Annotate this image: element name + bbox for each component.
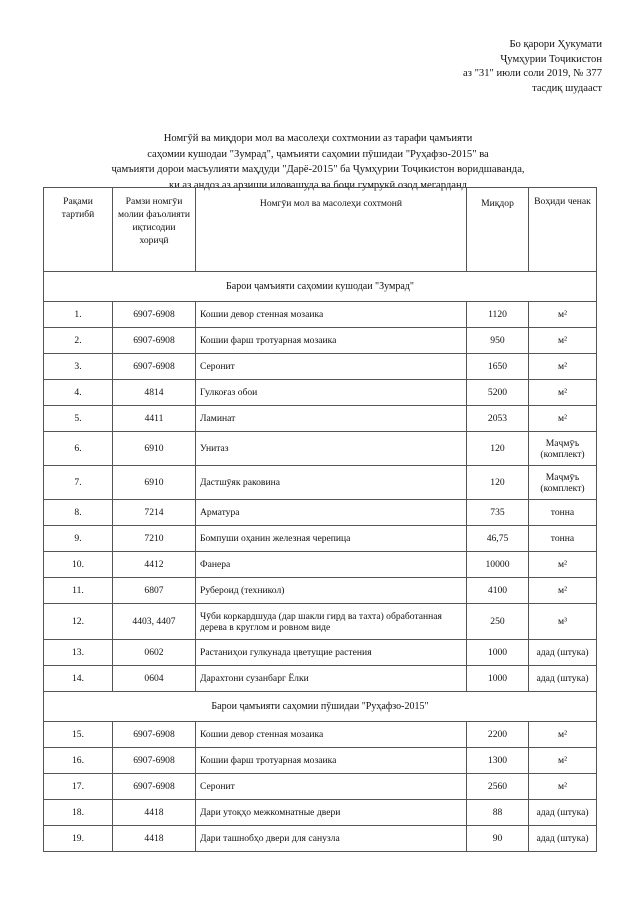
row-code: 4418	[113, 800, 196, 826]
row-name: Арматура	[196, 500, 467, 526]
title-line: ҷамъияти дорои масъулияти маҳдуди "Дарё-2015" ба Ҷумҳурии Тоҷикистон воридшаванда,	[111, 164, 525, 176]
row-quantity: 1120	[467, 302, 529, 328]
table-row	[44, 380, 597, 406]
section-row	[44, 272, 597, 302]
row-unit: м²	[529, 380, 597, 406]
row-name: Серонит	[196, 354, 467, 380]
row-unit: адад (штука)	[529, 640, 597, 666]
row-unit: тонна	[529, 526, 597, 552]
row-code: 6910	[113, 432, 196, 466]
row-name: Дастшӯяк раковина	[196, 466, 467, 500]
table-row	[44, 500, 597, 526]
row-quantity: 2053	[467, 406, 529, 432]
table-header-row	[44, 188, 597, 272]
table-row	[44, 578, 597, 604]
row-number: 12.	[44, 604, 113, 640]
row-code: 4412	[113, 552, 196, 578]
table-row	[44, 666, 597, 692]
row-unit: м²	[529, 354, 597, 380]
row-number: 13.	[44, 640, 113, 666]
table-body	[44, 272, 597, 852]
row-number: 18.	[44, 800, 113, 826]
table-row	[44, 722, 597, 748]
table-row	[44, 826, 597, 852]
row-name: Дари ташнобҳо двери для санузла	[196, 826, 467, 852]
table-row	[44, 640, 597, 666]
row-number: 5.	[44, 406, 113, 432]
row-unit: адад (штука)	[529, 800, 597, 826]
table-row	[44, 552, 597, 578]
header-number: Рақами тартибӣ	[44, 188, 113, 272]
goods-table	[43, 187, 597, 852]
row-name: Фанера	[196, 552, 467, 578]
section-row	[44, 692, 597, 722]
header-quantity: Миқдор	[467, 188, 529, 272]
row-unit: м²	[529, 578, 597, 604]
row-quantity: 2560	[467, 774, 529, 800]
row-quantity: 90	[467, 826, 529, 852]
row-quantity: 4100	[467, 578, 529, 604]
table-row	[44, 302, 597, 328]
row-quantity: 5200	[467, 380, 529, 406]
row-quantity: 2200	[467, 722, 529, 748]
row-code: 6907-6908	[113, 328, 196, 354]
table-row	[44, 604, 597, 640]
section-title: Барои ҷамъияти саҳомии кушодаи "Зумрад"	[44, 272, 597, 302]
row-unit: Маҷмӯъ (комплект)	[529, 466, 597, 500]
row-quantity: 1650	[467, 354, 529, 380]
row-number: 1.	[44, 302, 113, 328]
table-row	[44, 432, 597, 466]
row-number: 8.	[44, 500, 113, 526]
section-title: Барои ҷамъияти саҳомии пӯшидаи "Руҳафзо-2015"	[44, 692, 597, 722]
row-quantity: 250	[467, 604, 529, 640]
row-number: 14.	[44, 666, 113, 692]
row-code: 4418	[113, 826, 196, 852]
row-code: 4411	[113, 406, 196, 432]
row-code: 6910	[113, 466, 196, 500]
row-number: 2.	[44, 328, 113, 354]
row-unit: м²	[529, 748, 597, 774]
row-number: 11.	[44, 578, 113, 604]
row-number: 19.	[44, 826, 113, 852]
approval-line: Ҷумҳурии Тоҷикистон	[500, 53, 602, 65]
row-unit: м²	[529, 406, 597, 432]
row-code: 7214	[113, 500, 196, 526]
row-code: 0602	[113, 640, 196, 666]
row-number: 17.	[44, 774, 113, 800]
table-row	[44, 526, 597, 552]
row-quantity: 1000	[467, 640, 529, 666]
approval-line: Бо қарори Ҳукумати	[509, 39, 602, 50]
row-number: 3.	[44, 354, 113, 380]
row-quantity: 120	[467, 432, 529, 466]
row-name: Кошии девор стенная мозаика	[196, 722, 467, 748]
row-code: 6907-6908	[113, 722, 196, 748]
header-code: Рамзи номгӯи молии фаъолияти иқтисодии хориҷӣ	[113, 188, 196, 272]
row-name: Гулкоғаз обои	[196, 380, 467, 406]
row-code: 6907-6908	[113, 748, 196, 774]
row-quantity: 88	[467, 800, 529, 826]
table-row	[44, 466, 597, 500]
row-code: 7210	[113, 526, 196, 552]
row-name: Серонит	[196, 774, 467, 800]
header-name: Номгӯи мол ва масолеҳи сохтмонӣ	[196, 188, 467, 272]
row-code: 6907-6908	[113, 354, 196, 380]
title-line: саҳомии кушодаи "Зумрад", ҷамъияти саҳомии пӯшидаи "Руҳафзо-2015" ва	[147, 148, 489, 160]
row-name: Кошии фарш тротуарная мозаика	[196, 748, 467, 774]
row-unit: м³	[529, 604, 597, 640]
row-number: 16.	[44, 748, 113, 774]
row-quantity: 950	[467, 328, 529, 354]
approval-line: тасдиқ шудааст	[532, 82, 602, 94]
title-line: Номгӯй ва миқдори мол ва масолеҳи сохтмонии аз тарафи ҷамъияти	[163, 133, 473, 144]
document-title	[80, 131, 556, 193]
row-name: Дарахтони сузанбарг Ёлки	[196, 666, 467, 692]
row-name: Унитаз	[196, 432, 467, 466]
row-name: Рубероид (техникол)	[196, 578, 467, 604]
row-unit: м²	[529, 774, 597, 800]
row-name: Ламинат	[196, 406, 467, 432]
row-quantity: 735	[467, 500, 529, 526]
row-unit: адад (штука)	[529, 826, 597, 852]
row-code: 6807	[113, 578, 196, 604]
row-name: Дари утоқҳо межкомнатные двери	[196, 800, 467, 826]
approval-block	[463, 38, 602, 96]
row-name: Бомпуши оҳанин железная черепица	[196, 526, 467, 552]
row-code: 6907-6908	[113, 302, 196, 328]
header-unit: Воҳиди ченак	[529, 188, 597, 272]
row-name: Растаниҳои гулкунада цветущие растения	[196, 640, 467, 666]
row-unit: адад (штука)	[529, 666, 597, 692]
title-line: ки аз андоз аз арзиши иловашуда ва боҷи гумрукӣ озод мегарданд	[168, 179, 468, 191]
row-number: 9.	[44, 526, 113, 552]
row-quantity: 120	[467, 466, 529, 500]
row-unit: м²	[529, 302, 597, 328]
table-row	[44, 354, 597, 380]
row-name: Чӯби коркардшуда (дар шакли гирд ва тахта) обработанная дерева в круглом и ровном виде	[196, 604, 467, 640]
row-number: 4.	[44, 380, 113, 406]
row-number: 10.	[44, 552, 113, 578]
table-row	[44, 406, 597, 432]
row-unit: м²	[529, 552, 597, 578]
row-quantity: 1300	[467, 748, 529, 774]
row-number: 15.	[44, 722, 113, 748]
table-row	[44, 748, 597, 774]
approval-line: аз "31" июли соли 2019, № 377	[463, 68, 602, 80]
row-unit: м²	[529, 722, 597, 748]
row-unit: Маҷмӯъ (комплект)	[529, 432, 597, 466]
row-unit: тонна	[529, 500, 597, 526]
row-number: 6.	[44, 432, 113, 466]
row-name: Кошии фарш тротуарная мозаика	[196, 328, 467, 354]
row-quantity: 10000	[467, 552, 529, 578]
row-unit: м²	[529, 328, 597, 354]
row-code: 4814	[113, 380, 196, 406]
table-row	[44, 800, 597, 826]
row-quantity: 1000	[467, 666, 529, 692]
row-code: 4403, 4407	[113, 604, 196, 640]
table-row	[44, 328, 597, 354]
row-code: 0604	[113, 666, 196, 692]
row-quantity: 46,75	[467, 526, 529, 552]
table-row	[44, 774, 597, 800]
row-number: 7.	[44, 466, 113, 500]
row-code: 6907-6908	[113, 774, 196, 800]
row-name: Кошии девор стенная мозаика	[196, 302, 467, 328]
